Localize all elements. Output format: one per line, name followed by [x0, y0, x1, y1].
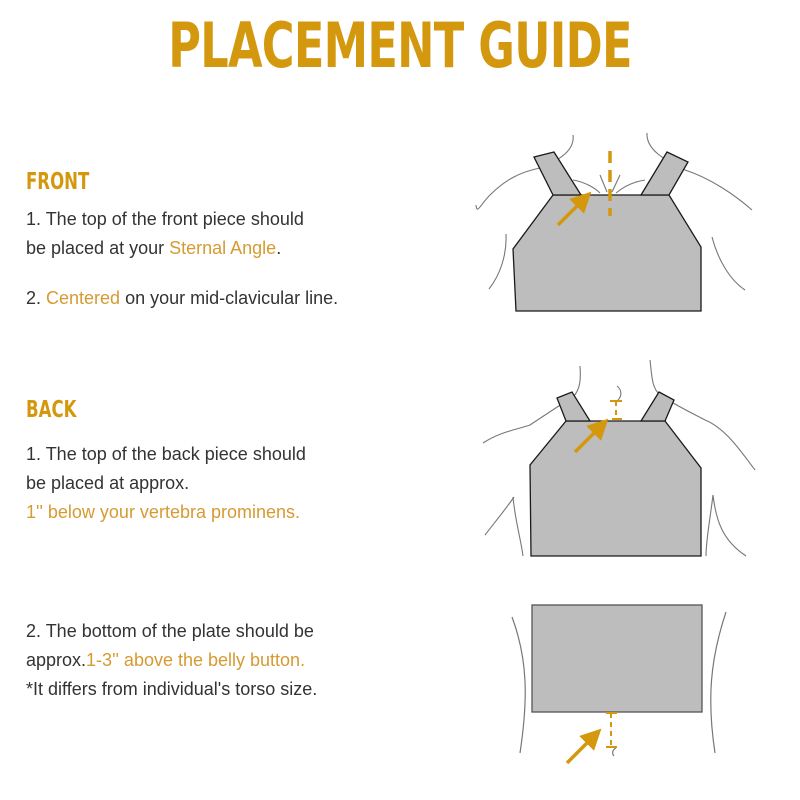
belly-plate-diagram	[512, 605, 726, 763]
front-step2-number: 2.	[26, 288, 47, 308]
back-plate-icon	[530, 421, 701, 556]
back-right-strap-icon	[641, 392, 674, 421]
front-step1-line2: be placed at your	[26, 238, 170, 258]
front-step1-line1: 1. The top of the front piece should	[26, 209, 304, 229]
back-plate-diagram	[483, 360, 755, 556]
back-heading: BACK	[26, 397, 77, 423]
belly-arrow-icon	[567, 736, 594, 763]
page-title: PLACEMENT GUIDE	[168, 9, 632, 82]
back-left-strap-icon	[557, 392, 590, 421]
front-heading: FRONT	[26, 169, 90, 195]
belly-plate-icon	[532, 605, 702, 712]
back-step2-note: *It differs from individual's torso size.	[26, 679, 318, 699]
belly-dimension-marker-icon	[606, 713, 617, 747]
front-step2-text: on your mid-clavicular line.	[120, 288, 339, 308]
centered-highlight: Centered	[46, 288, 121, 308]
back-step2-line2-pre: approx.	[26, 650, 87, 670]
back-step1-line2: be placed at approx.	[26, 473, 190, 493]
front-plate-icon	[513, 195, 701, 311]
front-plate-diagram	[476, 133, 752, 311]
back-step2-line1: 2. The bottom of the plate should be	[26, 621, 314, 641]
back-step1-line1: 1. The top of the back piece should	[26, 444, 306, 464]
vertebra-highlight: 1'' below your vertebra prominens.	[26, 502, 301, 522]
front-step1-period: .	[276, 238, 282, 258]
front-right-strap-icon	[641, 152, 688, 195]
front-left-strap-icon	[534, 152, 581, 195]
belly-button-highlight: 1-3'' above the belly button.	[86, 650, 306, 670]
sternal-angle-highlight: Sternal Angle	[169, 238, 277, 258]
back-dimension-marker-icon	[610, 401, 622, 419]
